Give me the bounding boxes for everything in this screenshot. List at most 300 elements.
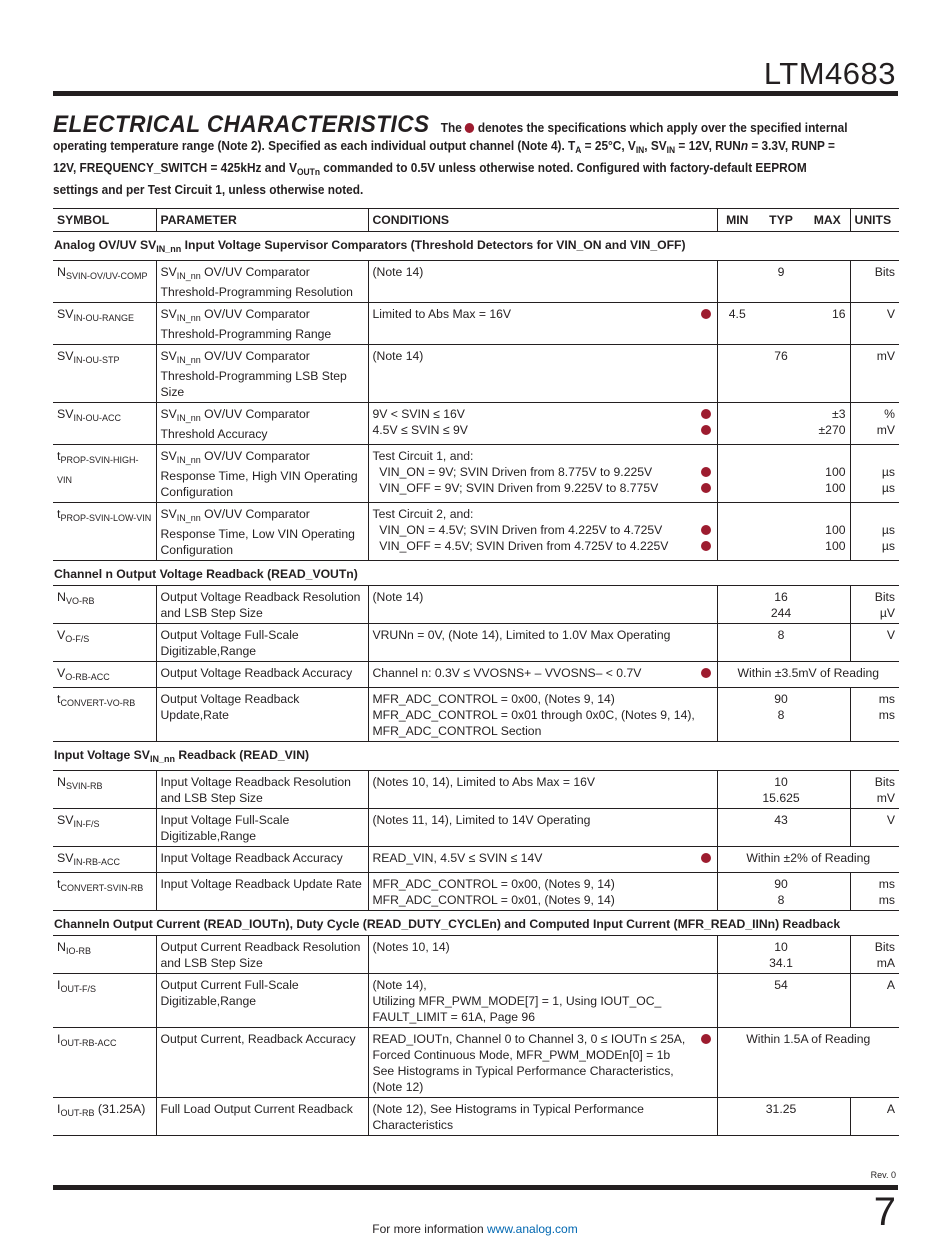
condition-line: MFR_ADC_CONTROL = 0x01, (Notes 9, 14)	[372, 893, 615, 907]
parameter-cell	[156, 809, 368, 847]
max-cell	[805, 1098, 850, 1136]
symbol-text: I	[57, 978, 61, 992]
typ-line: 244	[770, 606, 792, 620]
typ-line: 8	[777, 628, 785, 642]
sub: IN	[635, 145, 645, 155]
conditions-cell	[368, 662, 695, 688]
max-cell	[805, 936, 850, 974]
symbol-sub: IN-RB-ACC	[73, 857, 121, 867]
min-cell	[717, 974, 757, 1028]
span-value-cell: Within ±2% of Reading	[717, 847, 899, 873]
typ-cell	[757, 403, 805, 445]
dot-cell	[695, 771, 717, 809]
intro-paragraph	[53, 111, 852, 199]
symbol-sub: O-F/S	[65, 634, 90, 644]
param-sub: IN_nn	[176, 271, 201, 281]
min-cell	[717, 873, 757, 911]
table-body	[53, 232, 899, 1136]
units-cell	[850, 503, 899, 561]
bullet-dot-icon	[701, 309, 711, 319]
conditions-cell	[368, 345, 695, 403]
min-cell	[717, 445, 757, 503]
dot-cell	[695, 624, 717, 662]
table-row	[53, 303, 899, 345]
symbol-text: N	[57, 265, 66, 279]
header-max: MAX	[805, 209, 850, 232]
conditions-cell	[368, 503, 695, 561]
conditions-cell	[368, 403, 695, 445]
section-header-row	[53, 561, 899, 586]
typ-line: 15.625	[762, 791, 800, 805]
header-min: MIN	[717, 209, 757, 232]
typ-line: 90	[774, 877, 788, 891]
typ-line: 16	[774, 590, 788, 604]
bullet-dot-icon	[701, 853, 711, 863]
conditions-cell	[368, 261, 695, 303]
min-cell	[717, 688, 757, 742]
condition-line: (Note 14)	[372, 349, 424, 363]
param-text: Input Voltage Full-Scale Digitizable,Range	[160, 813, 290, 843]
typ-cell	[757, 771, 805, 809]
unit-line: ms	[878, 877, 896, 891]
dot-cell	[695, 662, 717, 688]
footer-rule	[53, 1185, 898, 1190]
section-title: ELECTRICAL CHARACTERISTICS	[53, 111, 430, 138]
condition-line: MFR_ADC_CONTROL = 0x00, (Notes 9, 14)	[372, 692, 615, 706]
symbol-text: SV	[57, 813, 74, 827]
symbol-cell	[53, 403, 156, 445]
max-cell	[805, 261, 850, 303]
table-row	[53, 662, 899, 688]
conditions-cell	[368, 771, 695, 809]
symbol-sub: VO-RB	[65, 596, 95, 606]
typ-line: 10	[774, 775, 788, 789]
symbol-cell	[53, 503, 156, 561]
bullet-dot-icon	[701, 467, 711, 477]
min-cell	[717, 771, 757, 809]
footer-more-info	[0, 1222, 950, 1236]
typ-line: 8	[777, 893, 785, 907]
intro-text: = 12V, RUN	[675, 139, 741, 153]
table-row	[53, 809, 899, 847]
symbol-sub: SVIN-RB	[65, 781, 103, 791]
unit-line	[855, 506, 896, 522]
section-title-text: Readback (READ_VIN)	[174, 748, 310, 762]
param-sub: IN_nn	[176, 513, 201, 523]
condition-line: (Notes 10, 14), Limited to Abs Max = 16V	[372, 775, 596, 789]
typ-line	[761, 306, 801, 322]
parameter-cell	[156, 662, 368, 688]
table-row	[53, 1028, 899, 1098]
parameter-cell	[156, 445, 368, 503]
max-cell	[805, 688, 850, 742]
dot-cell	[695, 303, 717, 345]
typ-cell	[757, 1098, 805, 1136]
dot-spacer	[699, 449, 713, 465]
electrical-characteristics-table	[53, 208, 899, 1136]
parameter-cell	[156, 1098, 368, 1136]
param-text: Full Load Output Current Readback	[160, 1102, 353, 1116]
table-row	[53, 261, 899, 303]
symbol-cell	[53, 688, 156, 742]
parameter-cell	[156, 261, 368, 303]
section-title-text: Channel n Output Voltage Readback (READ_VOUTn)	[54, 567, 358, 581]
conditions-cell	[368, 1028, 695, 1098]
typ-line: 54	[774, 978, 788, 992]
header-typ: TYP	[757, 209, 805, 232]
min-cell	[717, 503, 757, 561]
param-text: OV/UV Comparator Threshold-Programming Range	[160, 307, 332, 341]
condition-line: (Note 14)	[372, 590, 424, 604]
section-title-text: Channeln Output Current (READ_IOUTn), Duty Cycle (READ_DUTY_CYCLEn) and Computed Input Current (MFR_READ_IINn) Readback	[54, 917, 841, 931]
dot-cell	[695, 688, 717, 742]
typ-cell	[757, 586, 805, 624]
symbol-text: SV	[57, 349, 74, 363]
typ-line: 10	[774, 940, 788, 954]
table-row	[53, 586, 899, 624]
span-value-cell: Within ±3.5mV of Reading	[717, 662, 899, 688]
symbol-cell	[53, 847, 156, 873]
symbol-text: SV	[57, 307, 74, 321]
unit-line: %	[884, 407, 896, 421]
dot-cell	[695, 345, 717, 403]
condition-line: MFR_ADC_CONTROL = 0x01 through 0x0C, (Notes 9, 14),	[372, 708, 695, 722]
param-pre: SV	[160, 507, 177, 521]
symbol-tail: (31.25A)	[94, 1102, 146, 1116]
conditions-cell	[368, 688, 695, 742]
conditions-cell	[368, 936, 695, 974]
typ-line	[761, 506, 801, 522]
section-header-row	[53, 232, 899, 261]
table-row	[53, 847, 899, 873]
symbol-cell	[53, 1028, 156, 1098]
param-text: Input Voltage Readback Update Rate	[160, 877, 362, 891]
dot-cell	[695, 586, 717, 624]
bullet-dot-icon	[701, 409, 711, 419]
symbol-sub: IO-RB	[65, 946, 91, 956]
condition-line: VRUNn = 0V, (Note 14), Limited to 1.0V Max Operating	[372, 628, 671, 642]
units-cell	[850, 974, 899, 1028]
param-text: Output Voltage Full-Scale Digitizable,Range	[160, 628, 299, 658]
table-row	[53, 771, 899, 809]
typ-cell	[757, 936, 805, 974]
param-pre: SV	[160, 307, 177, 321]
units-cell	[850, 586, 899, 624]
table-row	[53, 503, 899, 561]
parameter-cell	[156, 345, 368, 403]
symbol-cell	[53, 974, 156, 1028]
units-cell	[850, 261, 899, 303]
symbol-sub: IN-OU-STP	[73, 355, 120, 365]
typ-line	[761, 448, 801, 464]
table-row	[53, 445, 899, 503]
min-cell	[717, 936, 757, 974]
section-title	[53, 911, 899, 936]
typ-cell	[757, 345, 805, 403]
bullet-dot-icon	[465, 123, 474, 133]
analog-link[interactable]: www.analog.com	[487, 1222, 578, 1236]
max-cell: 100 100	[805, 445, 850, 503]
symbol-sub: PROP-SVIN-LOW-VIN	[60, 513, 152, 523]
unit-line: V	[886, 307, 896, 321]
symbol-sub: IN-F/S	[73, 819, 100, 829]
symbol-cell	[53, 445, 156, 503]
unit-line: mA	[876, 956, 896, 970]
typ-cell	[757, 974, 805, 1028]
symbol-cell	[53, 873, 156, 911]
condition-line: See Histograms in Typical Performance Characteristics,	[372, 1064, 674, 1078]
symbol-sub: OUT-RB	[60, 1108, 95, 1118]
condition-line: VIN_ON = 4.5V; SVIN Driven from 4.225V to 4.725V	[372, 523, 663, 537]
revision: Rev. 0	[870, 1170, 896, 1180]
param-text: Input Voltage Readback Accuracy	[160, 851, 343, 865]
condition-line: (Note 12)	[372, 1080, 424, 1094]
param-text: OV/UV Comparator Threshold-Programming LSB Step Size	[160, 349, 347, 399]
typ-line: 90	[774, 692, 788, 706]
parameter-cell	[156, 624, 368, 662]
param-sub: IN_nn	[176, 455, 201, 465]
condition-line: Characteristics	[372, 1118, 454, 1132]
typ-line: 8	[777, 708, 785, 722]
parameter-cell	[156, 1028, 368, 1098]
parameter-cell	[156, 873, 368, 911]
symbol-text: N	[57, 775, 66, 789]
symbol-sub: OUT-RB-ACC	[60, 1038, 117, 1048]
units-cell	[850, 936, 899, 974]
unit-line: mV	[876, 349, 896, 363]
unit-line: Bits	[874, 775, 896, 789]
parameter-cell	[156, 403, 368, 445]
min-cell	[717, 261, 757, 303]
unit-line: Bits	[874, 590, 896, 604]
unit-line: Bits	[874, 265, 896, 279]
unit-line: ms	[878, 708, 896, 722]
unit-line: ms	[878, 692, 896, 706]
condition-line: Forced Continuous Mode, MFR_PWM_MODEn[0] = 1b	[372, 1048, 671, 1062]
conditions-cell	[368, 624, 695, 662]
symbol-text: I	[57, 1102, 61, 1116]
conditions-cell	[368, 1098, 695, 1136]
condition-line: VIN_ON = 9V; SVIN Driven from 8.775V to 9.225V	[372, 465, 653, 479]
typ-cell	[757, 445, 805, 503]
min-cell	[717, 403, 757, 445]
dot-cell	[695, 1028, 717, 1098]
typ-line: 9	[777, 265, 785, 279]
section-title	[53, 561, 899, 586]
param-sub: IN_nn	[176, 413, 201, 423]
symbol-text: N	[57, 590, 66, 604]
max-cell: ±3 ±270	[805, 403, 850, 445]
typ-line	[761, 406, 801, 422]
symbol-sub: IN-OU-RANGE	[73, 313, 135, 323]
unit-line: µV	[879, 606, 896, 620]
max-cell	[805, 771, 850, 809]
dot-cell	[695, 847, 717, 873]
symbol-cell	[53, 261, 156, 303]
section-title-sub: IN_nn	[156, 244, 182, 254]
header-parameter: PARAMETER	[156, 209, 368, 232]
section-title-text: Analog OV/UV SV	[54, 238, 157, 252]
condition-line: Test Circuit 2, and:	[372, 507, 474, 521]
parameter-cell	[156, 847, 368, 873]
unit-line: mV	[876, 791, 896, 805]
sub: IN	[666, 145, 676, 155]
parameter-cell	[156, 688, 368, 742]
unit-line: A	[886, 978, 896, 992]
symbol-text: N	[57, 940, 66, 954]
condition-line: Test Circuit 1, and:	[372, 449, 474, 463]
unit-line: V	[886, 628, 896, 642]
intro-text: denotes the specifications which apply over the specified internal operating temperature range (Note 2). Specified as each individual output channel (Note 4). T	[53, 121, 848, 153]
bullet-dot-icon	[701, 483, 711, 493]
dot-cell	[695, 974, 717, 1028]
typ-cell	[757, 809, 805, 847]
section-title-text: Input Voltage SV	[54, 748, 150, 762]
max-cell: 100 100	[805, 503, 850, 561]
dot-cell	[695, 445, 717, 503]
span-value-cell: Within 1.5A of Reading	[717, 1028, 899, 1098]
header-units: UNITS	[850, 209, 899, 232]
symbol-cell	[53, 624, 156, 662]
section-title-text: Input Voltage Supervisor Comparators (Threshold Detectors for VIN_ON and VIN_OFF)	[181, 238, 686, 252]
condition-line: VIN_OFF = 9V; SVIN Driven from 9.225V to 8.775V	[372, 481, 659, 495]
units-cell	[850, 624, 899, 662]
condition-line: READ_VIN, 4.5V ≤ SVIN ≤ 14V	[372, 851, 543, 865]
unit-line	[855, 448, 896, 464]
table-row	[53, 936, 899, 974]
condition-line: (Notes 10, 14)	[372, 940, 450, 954]
condition-line: (Notes 11, 14), Limited to 14V Operating	[372, 813, 591, 827]
bullet-dot-icon	[701, 668, 711, 678]
condition-line: (Note 14)	[372, 265, 424, 279]
param-sub: IN_nn	[176, 313, 201, 323]
symbol-text: t	[57, 877, 61, 891]
condition-line: Limited to Abs Max = 16V	[372, 307, 512, 321]
intro-text: commanded to 0.5V unless otherwise noted. Configured with factory-default EEPROM settings and per Test Circuit 1, unless otherwise noted.	[53, 161, 807, 197]
symbol-sub: SVIN-OV/UV-COMP	[65, 271, 148, 281]
units-cell	[850, 403, 899, 445]
units-cell	[850, 771, 899, 809]
symbol-sub: PROP-SVIN-HIGH-VIN	[57, 455, 139, 485]
units-cell	[850, 873, 899, 911]
unit-line: µs	[881, 539, 896, 553]
symbol-text: V	[57, 666, 66, 680]
symbol-sub: IN-OU-ACC	[73, 413, 122, 423]
param-text: Output Voltage Readback Update,Rate	[160, 692, 300, 722]
table-row	[53, 974, 899, 1028]
header-rule	[53, 91, 898, 96]
typ-cell	[757, 303, 805, 345]
max-cell	[805, 809, 850, 847]
param-text: OV/UV Comparator Response Time, High VIN Operating Configuration	[160, 449, 358, 499]
param-text: Output Current Readback Resolution and LSB Step Size	[160, 940, 361, 970]
conditions-cell	[368, 809, 695, 847]
param-text: Input Voltage Readback Resolution and LSB Step Size	[160, 775, 351, 805]
parameter-cell	[156, 936, 368, 974]
header-symbol: SYMBOL	[53, 209, 156, 232]
dot-spacer	[699, 507, 713, 523]
typ-line: 34.1	[769, 956, 793, 970]
symbol-text: t	[57, 507, 61, 521]
section-title	[53, 742, 899, 771]
units-cell	[850, 303, 899, 345]
typ-line: 31.25	[765, 1102, 797, 1116]
symbol-cell	[53, 1098, 156, 1136]
sub: OUTn	[296, 167, 321, 177]
condition-line: VIN_OFF = 4.5V; SVIN Driven from 4.725V to 4.225V	[372, 539, 669, 553]
bullet-dot-icon	[701, 1034, 711, 1044]
conditions-cell	[368, 586, 695, 624]
max-cell	[805, 586, 850, 624]
dot-cell	[695, 261, 717, 303]
param-text: Output Voltage Readback Resolution and LSB Step Size	[160, 590, 361, 620]
typ-cell	[757, 873, 805, 911]
bullet-dot-icon	[701, 425, 711, 435]
parameter-cell	[156, 586, 368, 624]
sub: A	[575, 145, 582, 155]
conditions-cell	[368, 445, 695, 503]
param-pre: SV	[160, 265, 177, 279]
param-text: OV/UV Comparator Threshold Accuracy	[160, 407, 310, 441]
typ-cell	[757, 688, 805, 742]
header-conditions: CONDITIONS	[368, 209, 717, 232]
param-text: OV/UV Comparator Response Time, Low VIN Operating Configuration	[160, 507, 355, 557]
conditions-cell	[368, 847, 695, 873]
intro-text: The	[440, 121, 462, 135]
param-pre: SV	[160, 349, 177, 363]
param-text: Output Current Full-Scale Digitizable,Range	[160, 978, 299, 1008]
table-header-row	[53, 209, 899, 232]
parameter-cell	[156, 503, 368, 561]
conditions-cell	[368, 873, 695, 911]
max-cell	[805, 345, 850, 403]
typ-cell	[757, 624, 805, 662]
symbol-sub: CONVERT-VO-RB	[60, 698, 136, 708]
min-cell	[717, 809, 757, 847]
page-number: 7	[873, 1190, 896, 1234]
conditions-cell	[368, 303, 695, 345]
dot-cell	[695, 936, 717, 974]
bullet-dot-icon	[701, 525, 711, 535]
param-pre: SV	[160, 407, 177, 421]
section-title	[53, 232, 899, 261]
conditions-cell	[368, 974, 695, 1028]
max-cell	[805, 624, 850, 662]
symbol-cell	[53, 936, 156, 974]
symbol-sub: CONVERT-SVIN-RB	[60, 883, 144, 893]
symbol-text: I	[57, 1032, 61, 1046]
intro-text: , SV	[644, 139, 667, 153]
condition-line: Channel n: 0.3V ≤ VVOSNS+ – VVOSNS– < 0.7V	[372, 666, 642, 680]
unit-line: Bits	[874, 940, 896, 954]
param-pre: SV	[160, 449, 177, 463]
typ-cell	[757, 261, 805, 303]
unit-line: ms	[878, 893, 896, 907]
symbol-cell	[53, 771, 156, 809]
typ-line: 43	[774, 813, 788, 827]
parameter-cell	[156, 974, 368, 1028]
units-cell	[850, 809, 899, 847]
symbol-cell	[53, 345, 156, 403]
table-row	[53, 1098, 899, 1136]
dot-cell	[695, 403, 717, 445]
unit-line: A	[886, 1102, 896, 1116]
units-cell	[850, 345, 899, 403]
intro-text: = 3.3V, RUNP = 12V, FREQUENCY_SWITCH = 425kHz and V	[53, 139, 835, 175]
symbol-text: SV	[57, 851, 74, 865]
dot-cell	[695, 873, 717, 911]
min-cell	[717, 345, 757, 403]
